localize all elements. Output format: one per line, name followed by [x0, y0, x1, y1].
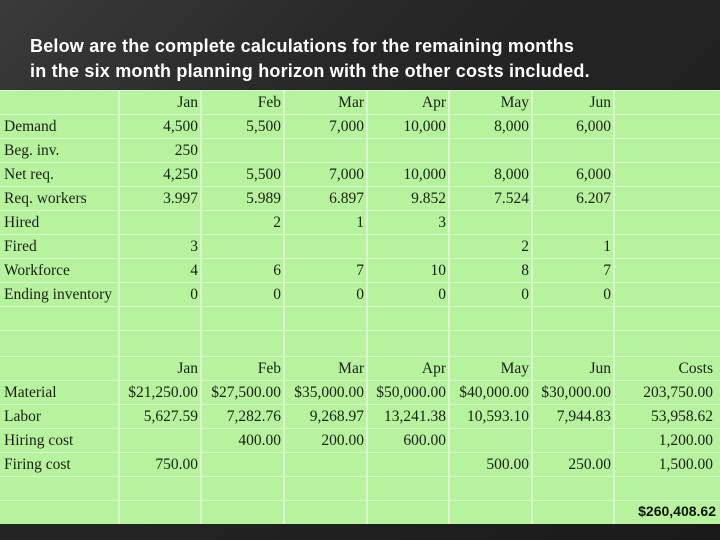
row-label: Ending inventory: [4, 286, 113, 303]
table-cell: $30,000.00: [541, 384, 611, 401]
table-row: [0, 404, 720, 429]
table-cell: 6.897: [329, 190, 364, 207]
col-header-costs: Costs: [678, 360, 713, 377]
table-row-empty: [0, 330, 720, 355]
row-label: Fired: [4, 238, 37, 255]
table-cell: 13,241.38: [384, 408, 446, 425]
slide-header: [30, 34, 710, 84]
table-cell: 1: [603, 238, 611, 255]
col-header-apr: Apr: [421, 360, 446, 377]
col-header-apr: Apr: [421, 94, 446, 111]
col-header-may: May: [500, 360, 529, 377]
table-cell: 7: [603, 262, 611, 279]
table-cell: $27,500.00: [211, 384, 281, 401]
col-header-jan: Jan: [177, 94, 198, 111]
table-cell: 2: [521, 238, 529, 255]
table-cell: 3: [190, 238, 198, 255]
row-label: Demand: [4, 118, 57, 135]
row-label: Labor: [4, 408, 42, 425]
col-header-jun: Jun: [589, 360, 611, 377]
table-cell: 5,500: [246, 118, 281, 135]
table-cell: 0: [521, 286, 529, 303]
table-cell: 7,000: [329, 166, 364, 183]
table-cell: 200.00: [321, 432, 364, 449]
table-row: [0, 234, 720, 259]
table-cell: 7,282.76: [226, 408, 281, 425]
col-header-mar: Mar: [338, 94, 364, 111]
table-cell: 6,000: [576, 166, 611, 183]
table-cell: 3.997: [163, 190, 198, 207]
table-cell: 10,000: [403, 118, 446, 135]
plan-header-row: [0, 90, 720, 115]
table-cell: 600.00: [403, 432, 446, 449]
table-cell: 0: [603, 286, 611, 303]
table-cell: 5,627.59: [143, 408, 198, 425]
table-cell: $50,000.00: [376, 384, 446, 401]
table-cell-total: 203,750.00: [643, 384, 713, 401]
table-cell: $35,000.00: [294, 384, 364, 401]
table-cell-total: 53,958.62: [651, 408, 713, 425]
cost-header-row: [0, 356, 720, 381]
table-cell: 8,000: [494, 166, 529, 183]
table-cell: 6: [273, 262, 281, 279]
table-cell: 1: [356, 214, 364, 231]
header-line-2: in the six month planning horizon with the other costs included.: [30, 61, 590, 81]
table-cell: 8,000: [494, 118, 529, 135]
table-cell: 4,500: [163, 118, 198, 135]
table-cell: 3: [438, 214, 446, 231]
row-label: Firing cost: [4, 456, 71, 473]
table-row: [0, 380, 720, 405]
table-row: [0, 162, 720, 187]
table-cell: 8: [521, 262, 529, 279]
table-cell: 7.524: [494, 190, 529, 207]
row-label: Workforce: [4, 262, 70, 279]
col-header-feb: Feb: [257, 360, 281, 377]
table-cell: 250: [174, 142, 198, 159]
table-row: [0, 282, 720, 307]
table-cell: 10,593.10: [467, 408, 529, 425]
table-row: [0, 114, 720, 139]
col-header-may: May: [500, 94, 529, 111]
table-cell: 0: [190, 286, 198, 303]
table-row: [0, 258, 720, 283]
row-label: Net req.: [4, 166, 54, 183]
table-cell: 5.989: [246, 190, 281, 207]
table-cell: 2: [273, 214, 281, 231]
table-cell: 250.00: [568, 456, 611, 473]
table-cell: 9.852: [411, 190, 446, 207]
table-cell: 9,268.97: [309, 408, 364, 425]
table-row-empty: [0, 476, 720, 501]
table-cell: 400.00: [238, 432, 281, 449]
table-cell: 7,944.83: [556, 408, 611, 425]
table-cell-total: 1,500.00: [658, 456, 713, 473]
table-cell: $40,000.00: [459, 384, 529, 401]
table-cell: 6.207: [576, 190, 611, 207]
table-cell: 500.00: [486, 456, 529, 473]
row-label: Hiring cost: [4, 432, 74, 449]
table-cell: 7,000: [329, 118, 364, 135]
table-cell: 6,000: [576, 118, 611, 135]
table-row-empty: [0, 500, 720, 524]
table-cell: 0: [356, 286, 364, 303]
table-row: [0, 210, 720, 235]
table-cell: $21,250.00: [128, 384, 198, 401]
col-header-jun: Jun: [589, 94, 611, 111]
table-cell: 10: [430, 262, 446, 279]
row-label: Req. workers: [4, 190, 87, 207]
table-cell: 0: [273, 286, 281, 303]
table-cell: 4: [190, 262, 198, 279]
spreadsheet: [0, 90, 720, 524]
table-row: [0, 452, 720, 477]
table-cell: 4,250: [163, 166, 198, 183]
table-cell: 5,500: [246, 166, 281, 183]
header-line-1: Below are the complete calculations for the remaining months: [30, 36, 575, 56]
table-cell: 750.00: [155, 456, 198, 473]
table-cell: 0: [438, 286, 446, 303]
col-header-jan: Jan: [177, 360, 198, 377]
table-cell: 10,000: [403, 166, 446, 183]
table-row: [0, 138, 720, 163]
table-cell-total: 1,200.00: [658, 432, 713, 449]
table-row: [0, 428, 720, 453]
table-cell: 7: [356, 262, 364, 279]
col-header-mar: Mar: [338, 360, 364, 377]
grand-total: $260,408.62: [638, 503, 716, 519]
col-header-feb: Feb: [257, 94, 281, 111]
table-row-empty: [0, 306, 720, 331]
table-row: [0, 186, 720, 211]
row-label: Hired: [4, 214, 40, 231]
row-label: Beg. inv.: [4, 142, 60, 159]
row-label: Material: [4, 384, 57, 401]
